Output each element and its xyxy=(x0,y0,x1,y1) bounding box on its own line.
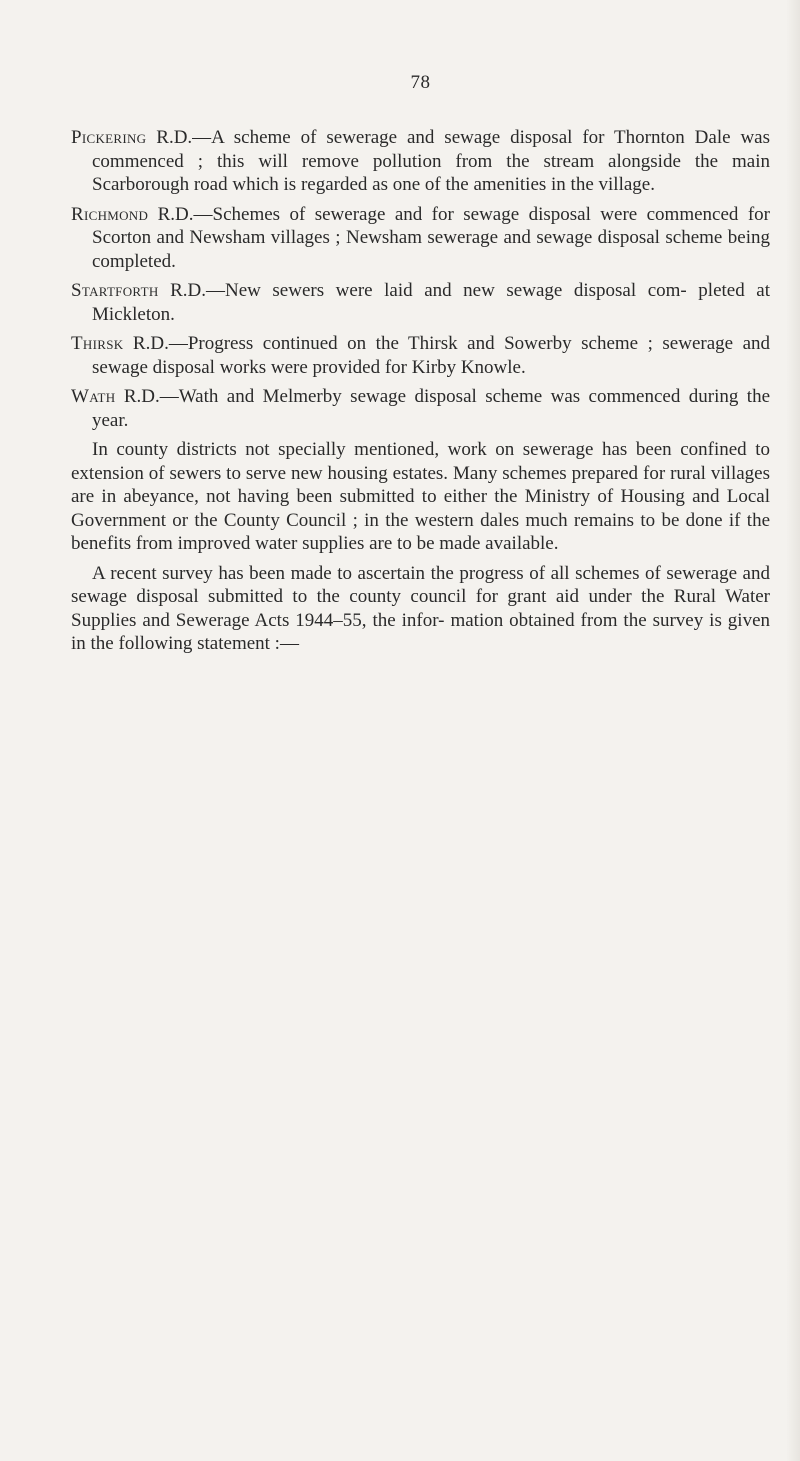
district-entry-richmond xyxy=(71,203,770,274)
page-edge-shadow xyxy=(786,0,800,1461)
district-text: R.D.—New sewers were laid and new sewage disposal com- pleted at Mickleton. xyxy=(92,280,770,325)
district-entry-startforth xyxy=(71,279,770,326)
page-number: 78 xyxy=(410,72,431,93)
body-paragraph-survey: A recent survey has been made to ascertain the progress of all schemes of sewerage and sewage disposal submitted to the county council for grant aid under the Rural Water Supplies and Sewerage Acts 1944–55, the infor- mation obtained from the survey is given in the following statement :— xyxy=(71,562,770,654)
district-text: R.D.—Progress continued on the Thirsk and Sowerby scheme ; sewerage and sewage disposal works were provided for Kirby Knowle. xyxy=(92,333,770,378)
district-name: Thirsk xyxy=(71,333,124,354)
district-name: Wath xyxy=(71,386,116,407)
district-text: R.D.—Schemes of sewerage and for sewage disposal were commenced for Scorton and Newsham villages ; Newsham sewerage and sewage disposal scheme being completed. xyxy=(92,203,770,272)
district-text: R.D.—Wath and Melmerby sewage disposal scheme was commenced during the year. xyxy=(92,386,770,431)
district-name: Startforth xyxy=(71,280,159,301)
district-entry-pickering xyxy=(71,126,770,197)
district-text: R.D.—A scheme of sewerage and sewage disposal for Thornton Dale was commenced ; this will remove pollution from the stream alongside the main Scarborough road which is regarded as one of the amenities in the village. xyxy=(92,127,770,195)
district-entry-thirsk xyxy=(71,332,770,379)
district-name: Pickering xyxy=(71,127,147,148)
district-entry-wath xyxy=(71,385,770,432)
body-paragraph-county-districts: In county districts not specially mentioned, work on sewerage has been confined to extension of sewers to serve new housing estates. Many schemes prepared for rural villages are in abeyance, not having been submitted to either the Ministry of Housing and Local Government or the County Council ; in the western dales much remains to be done if the benefits from improved water supplies are to be made available. xyxy=(71,439,770,554)
district-name: Richmond xyxy=(71,203,149,225)
